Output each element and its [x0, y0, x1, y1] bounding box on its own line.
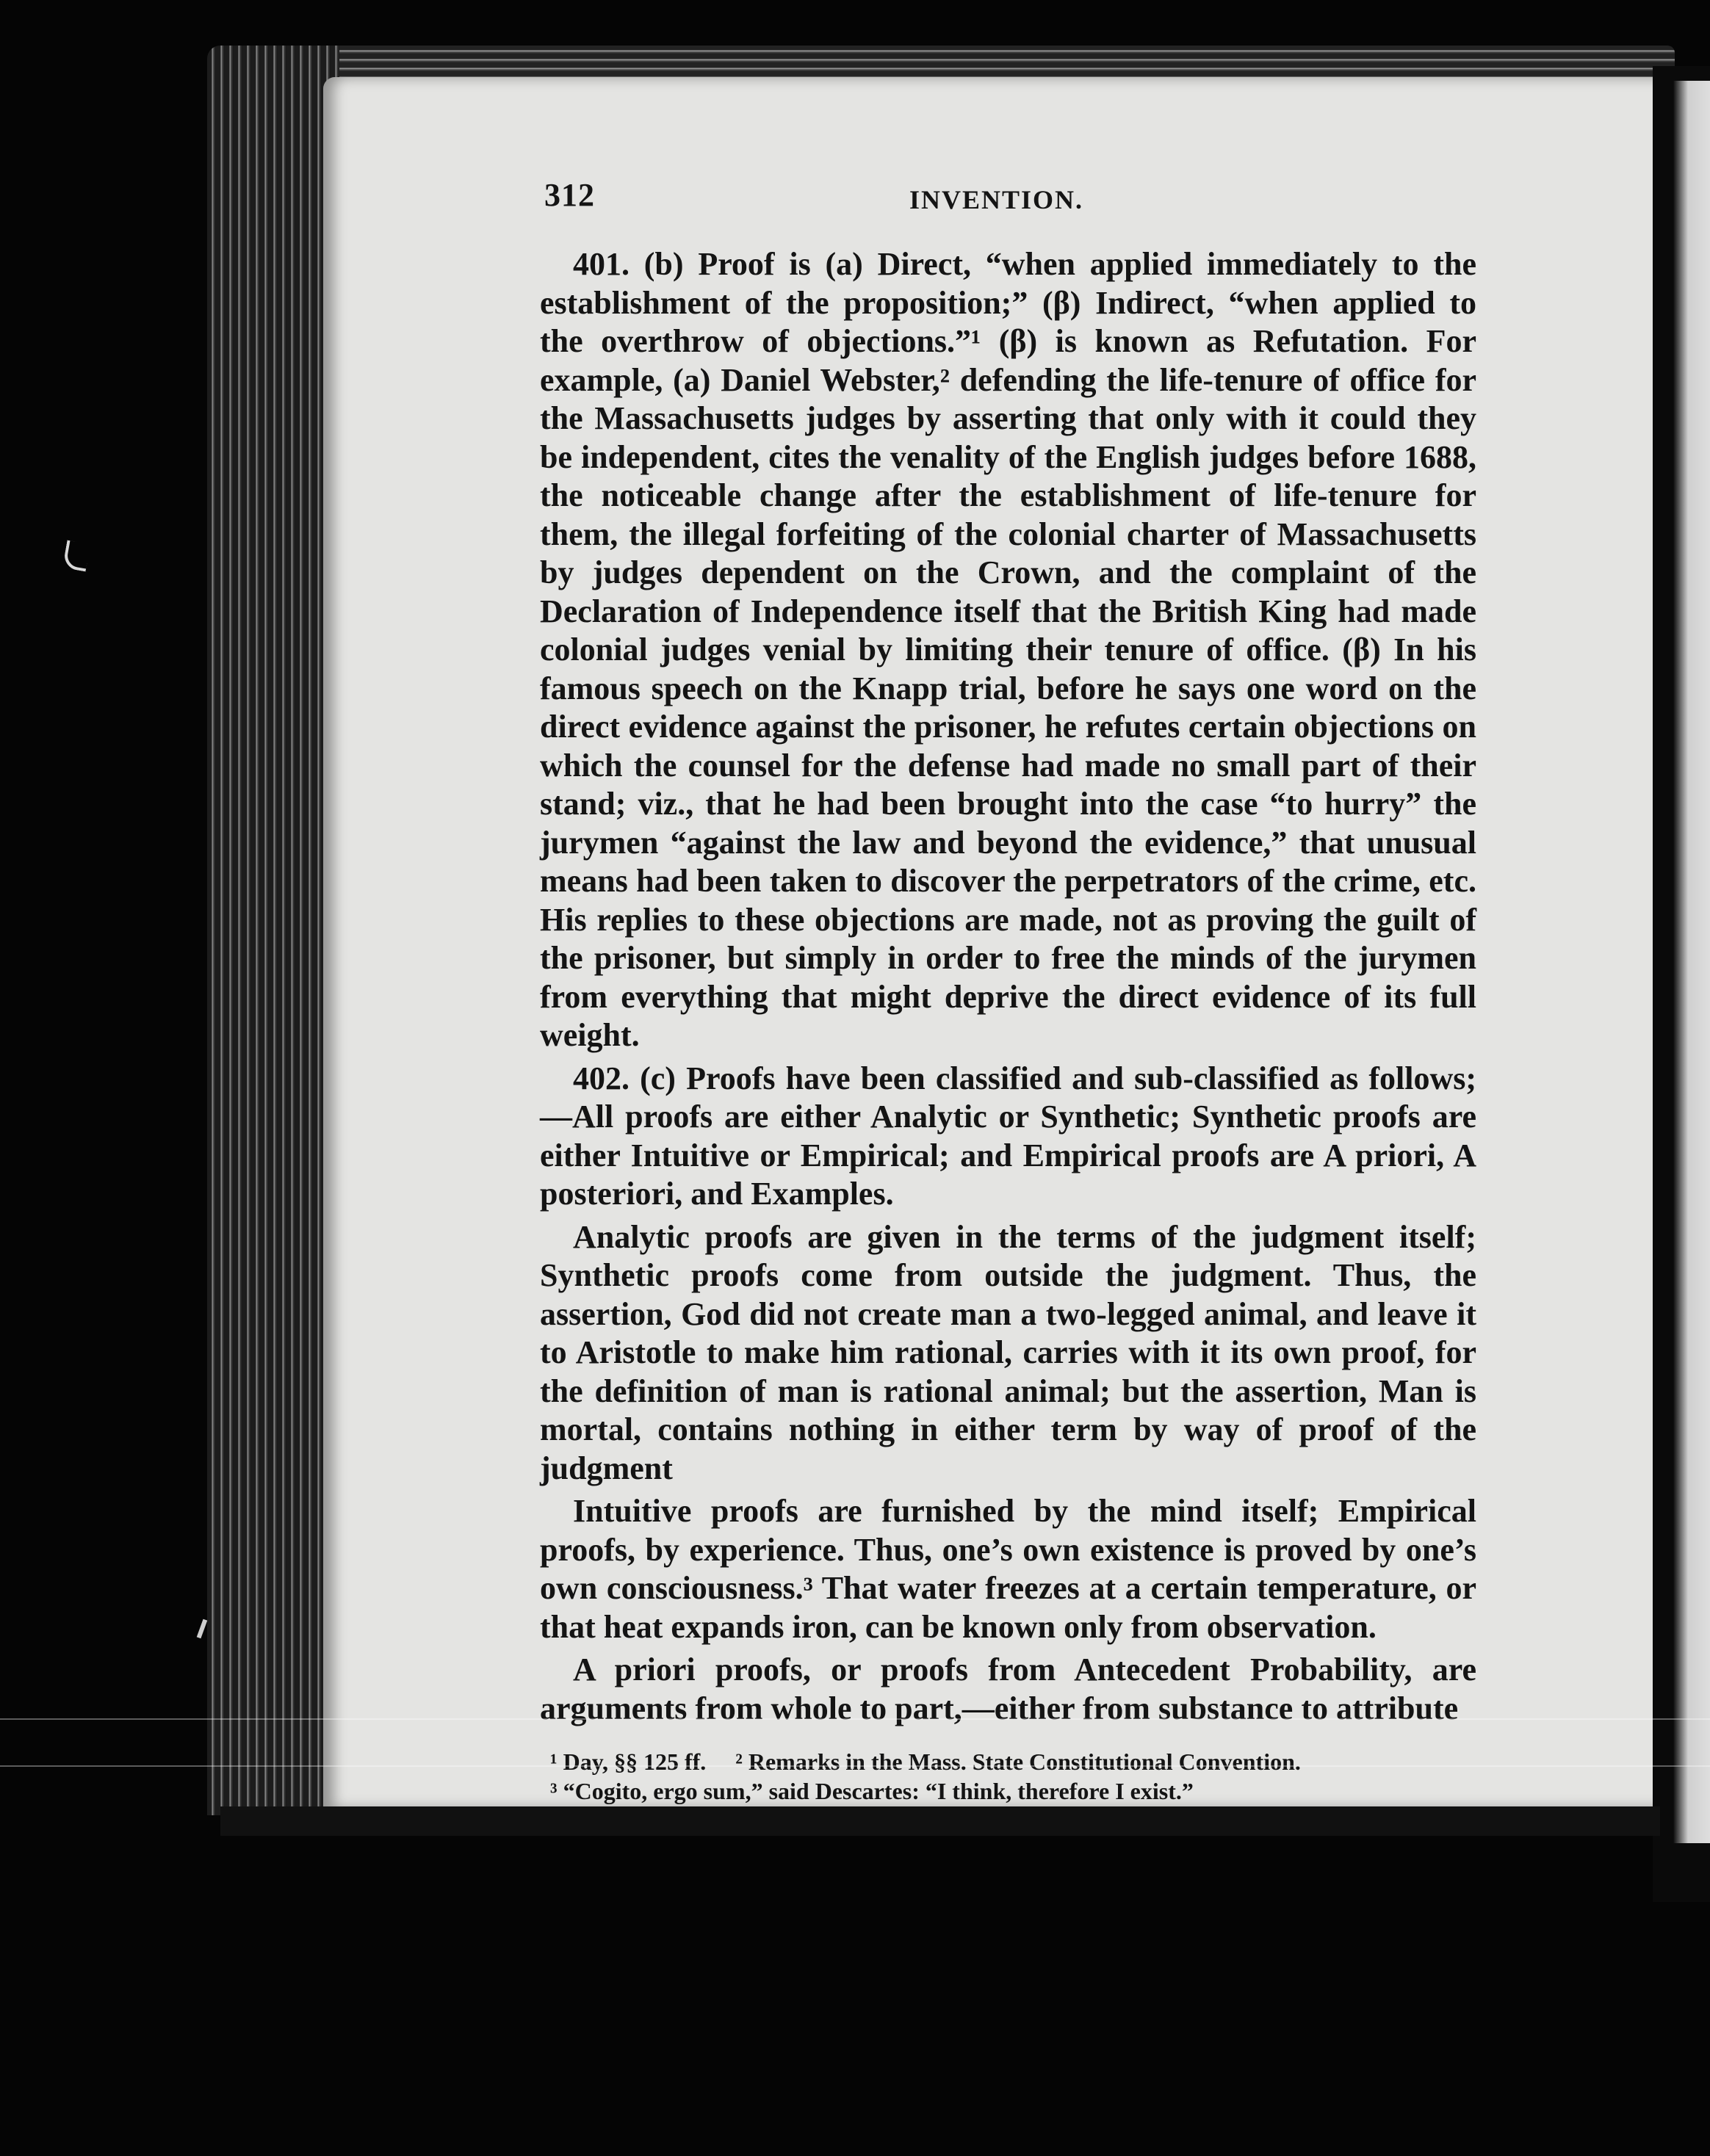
facing-page-edge [1673, 81, 1710, 1843]
footnote-line: ¹ Day, §§ 125 ff. ² Remarks in the Mass. State Constitutional Convention. [550, 1748, 1301, 1775]
paragraph-401: 401. (b) Proof is (a) Direct, “when applied immediately to the establishment of the proposition;” (β) Indirect, “when applied to the overthrow of objections.”¹ (β) is known as Refutation. For example, (a) Daniel Webster,² defending the life-tenure of office for the Massachusetts judges by asserting that only with it could they be independent, cites the venality of the English judges before 1688, the noticeable change after the establishment of life-tenure for them, the illegal forfeiting of the colonial charter of Massachusetts by judges dependent on the Crown, and the complaint of the Declaration of Independence itself that the British King had made colonial judges venial by limiting their tenure of office. (β) In his famous speech on the Knapp trial, before he says one word on the direct evidence against the prisoner, he refutes certain objections on which the counsel for the defense had made no small part of their stand; viz., that he had been brought into the case “to hurry” the jurymen “against the law and beyond the evidence,” that unusual means had been taken to discover the perpetrators of the crime, etc. His replies to these objections are made, not as proving the guilt of the prisoner, but simply in order to free the minds of the jurymen from everything that might deprive the direct evidence of its full weight. [540, 246, 1476, 1053]
scan-artifact-line [0, 1718, 1710, 1720]
margin-scan-mark-2 [197, 1619, 208, 1638]
page-header [540, 176, 1476, 226]
page-number: 312 [544, 177, 595, 213]
scan-artifact-line [0, 1765, 1710, 1767]
paragraph-a-priori-proofs: A priori proofs, or proofs from Antecedent Probability, are arguments from whole to part,—either from substance to attribute [540, 1652, 1476, 1726]
margin-scan-mark [62, 540, 90, 572]
book-page-stack-edge [207, 46, 339, 1815]
footnotes [540, 1747, 1476, 1806]
running-head: INVENTION. [909, 185, 1084, 214]
page-content [540, 176, 1476, 1806]
footnote-line: ³ “Cogito, ergo sum,” said Descartes: “I think, therefore I exist.” [550, 1778, 1194, 1804]
paragraph-intuitive-proofs: Intuitive proofs are furnished by the mind itself; Empirical proofs, by experience. Thus, one’s own existence is proved by one’s own consciousness.³ That water freezes at a certain temperature, or that heat expands iron, can be known only from observation. [540, 1493, 1476, 1645]
paragraph-analytic-proofs: Analytic proofs are given in the terms of the judgment itself; Synthetic proofs come from outside the judgment. Thus, the assertion, God did not create man a two-legged animal, and leave it to Aristotle to make him rational, carries with it its own proof, for the definition of man is rational animal; but the assertion, Man is mortal, contains nothing in either term by way of proof of the judgment [540, 1218, 1476, 1486]
page-bottom-shadow [220, 1806, 1660, 1836]
paragraph-402: 402. (c) Proofs have been classified and sub-classified as follows;—All proofs are either Analytic or Synthetic; Synthetic proofs are either Intuitive or Empirical; and Empirical proofs are A priori, A posteriori, and Examples. [540, 1060, 1476, 1212]
